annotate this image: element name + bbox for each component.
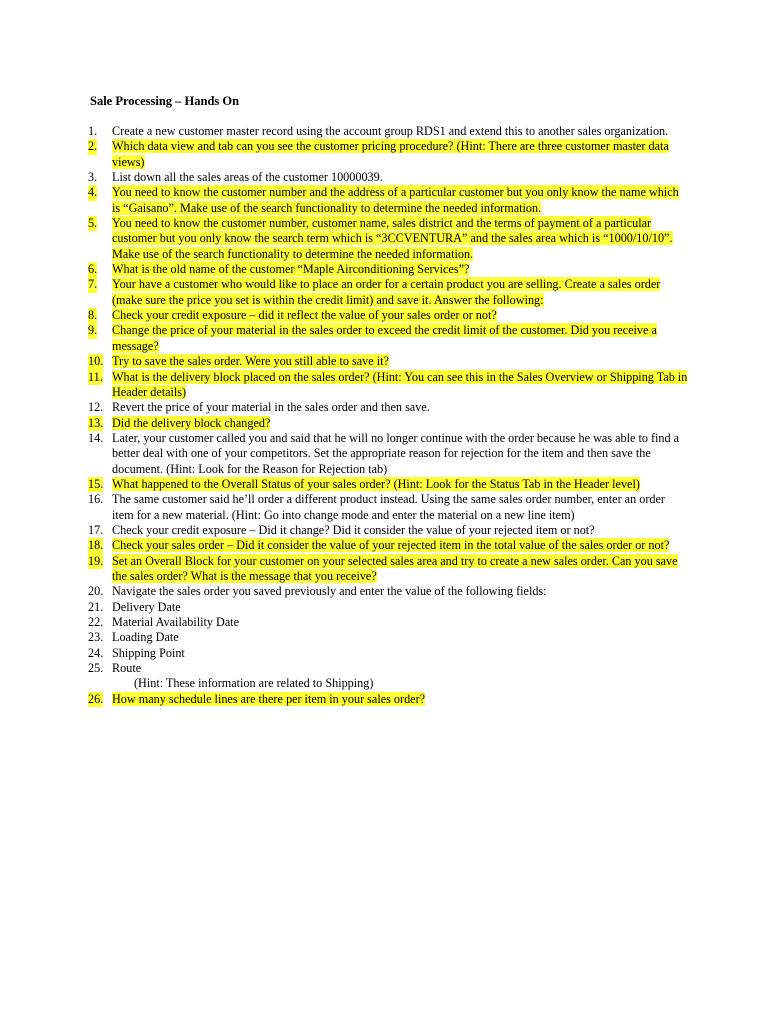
item-number: 20.	[88, 584, 104, 599]
list-item	[88, 170, 688, 185]
item-number: 6.	[88, 262, 98, 277]
item-text: What is the old name of the customer “Maple Airconditioning Services”?	[112, 262, 470, 277]
numbered-list	[88, 124, 688, 707]
list-item	[88, 661, 688, 676]
list-item	[88, 216, 688, 262]
list-item	[88, 185, 688, 216]
list-item	[88, 615, 688, 630]
item-text: What is the delivery block placed on the sales order? (Hint: You can see this in the Sales Overview or Shipping Tab in Header details)	[112, 369, 688, 399]
list-item	[88, 523, 688, 538]
item-text: Route	[112, 661, 142, 676]
item-text: List down all the sales areas of the customer 10000039.	[112, 170, 383, 185]
list-item	[88, 477, 688, 492]
item-number: 4.	[88, 185, 98, 200]
item-number: 18.	[88, 538, 104, 553]
item-number: 26.	[88, 691, 104, 706]
list-item	[88, 584, 688, 599]
shipping-hint-note: (Hint: These information are related to Shipping)	[134, 676, 374, 691]
list-item	[88, 538, 688, 553]
list-item	[88, 262, 688, 277]
item-number: 15.	[88, 476, 104, 491]
list-item	[88, 139, 688, 170]
item-number: 7.	[88, 277, 98, 292]
item-text: Navigate the sales order you saved previously and enter the value of the following fields:	[112, 584, 547, 599]
item-text: Delivery Date	[112, 599, 181, 614]
item-text: How many schedule lines are there per item in your sales order?	[112, 691, 426, 706]
item-text: Loading Date	[112, 630, 179, 645]
item-text: Shipping Point	[112, 645, 185, 660]
item-text: Create a new customer master record using the account group RDS1 and extend this to another sales organization.	[112, 124, 669, 138]
list-item	[88, 323, 688, 354]
item-text: Try to save the sales order. Were you still able to save it?	[112, 354, 389, 369]
item-number: 22.	[88, 615, 104, 629]
list-item	[88, 492, 688, 523]
list-item	[88, 308, 688, 323]
item-number: 21.	[88, 599, 104, 614]
item-number: 19.	[88, 553, 104, 568]
item-number: 5.	[88, 216, 98, 231]
item-text: What happened to the Overall Status of your sales order? (Hint: Look for the Status Tab in the Header level)	[112, 476, 640, 491]
item-number: 14.	[88, 430, 104, 445]
item-number: 25.	[88, 661, 104, 676]
item-number: 13.	[88, 415, 104, 430]
item-text: Material Availability Date	[112, 615, 240, 629]
item-text: Check your sales order – Did it consider the value of your rejected item in the total value of the sales order or not?	[112, 538, 670, 553]
item-text: The same customer said he’ll order a different product instead. Using the same sales order number, enter an order item for a new material. (Hint: Go into change mode and enter the material on a new line item)	[112, 492, 665, 522]
list-item	[88, 124, 688, 139]
document-title: Sale Processing – Hands On	[90, 94, 240, 108]
item-text: Which data view and tab can you see the customer pricing procedure? (Hint: There are three customer master data views)	[112, 139, 669, 169]
item-number: 3.	[88, 170, 98, 185]
item-text: Later, your customer called you and said that he will no longer continue with the order because he was able to find a better deal with one of your competitors. Set the appropriate reason for rejection for the item and then save the document. (Hint: Look for the Reason for Rejection tab)	[112, 430, 680, 476]
item-text: You need to know the customer number and the address of a particular customer but you only know the name which is “Gaisano”. Make use of the search functionality to determine the needed information.	[112, 185, 679, 215]
list-item	[88, 554, 688, 585]
item-text: Check your credit exposure – did it reflect the value of your sales order or not?	[112, 308, 497, 323]
list-item	[88, 630, 688, 645]
list-item	[88, 370, 688, 401]
list-item	[88, 277, 688, 308]
item-number: 11.	[88, 369, 103, 384]
list-item	[88, 600, 688, 615]
list-item	[88, 400, 688, 415]
list-item	[88, 692, 688, 707]
list-item	[88, 354, 688, 369]
item-text: Check your credit exposure – Did it change? Did it consider the value of your rejected item or not?	[112, 522, 595, 537]
item-text: You need to know the customer number, customer name, sales district and the terms of payment of a particular customer but you only know the search term which is “3CCVENTURA” and the sales area which is “1000/10/10”. Make use of the search functionality to determine the needed information.	[112, 216, 673, 261]
item-number: 8.	[88, 308, 98, 323]
item-number: 1.	[88, 124, 98, 138]
list-item	[88, 646, 688, 661]
item-number: 23.	[88, 630, 104, 645]
item-number: 12.	[88, 400, 104, 415]
item-number: 10.	[88, 354, 104, 369]
item-text: Set an Overall Block for your customer on your selected sales area and try to create a new sales order. Can you save the sales order? What is the message that you receive?	[112, 553, 678, 583]
item-text: Your have a customer who would like to place an order for a certain product you are selling. Create a sales order (make sure the price you set is within the credit limit) and save it. Answer the following:	[112, 277, 661, 307]
item-number: 16.	[88, 492, 104, 507]
list-item	[88, 416, 688, 431]
item-number: 24.	[88, 645, 104, 660]
item-number: 2.	[88, 139, 98, 154]
item-text: Did the delivery block changed?	[112, 415, 271, 430]
item-number: 17.	[88, 522, 104, 537]
list-item	[88, 431, 688, 477]
item-text: Change the price of your material in the sales order to exceed the credit limit of the customer. Did you receive a message?	[112, 323, 657, 353]
item-number: 9.	[88, 323, 98, 338]
item-text: Revert the price of your material in the sales order and then save.	[112, 400, 430, 415]
